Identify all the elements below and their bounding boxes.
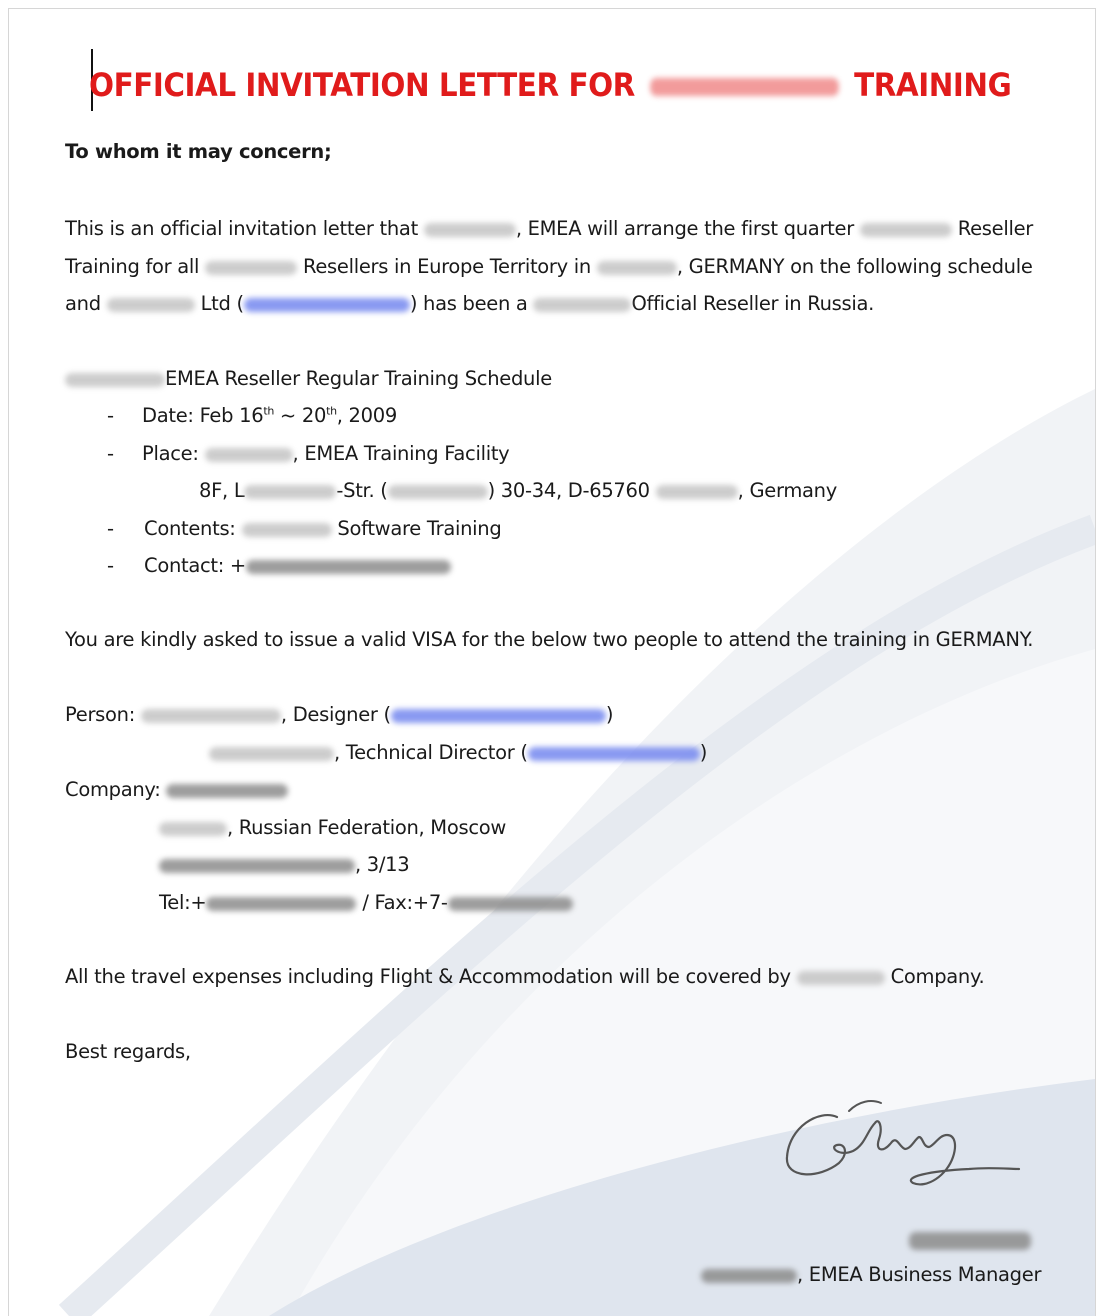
redacted-company	[701, 1269, 797, 1283]
redacted-name	[141, 709, 281, 723]
schedule-place	[142, 441, 509, 467]
intro-line-2	[65, 254, 1033, 280]
intro-text: Resellers in Europe Territory in	[302, 255, 591, 278]
intro-text: , EMEA will arrange the first quarter	[515, 217, 854, 240]
fax-label: / Fax:+7-	[356, 891, 448, 914]
intro-text: Ltd (	[200, 292, 244, 315]
paren-close: )	[605, 703, 614, 726]
address-text: 8F, L	[199, 479, 245, 502]
redacted-company-name	[650, 78, 839, 96]
tel-label: Tel:+	[159, 891, 207, 914]
date-text: ~ 20	[274, 404, 327, 427]
person-2	[209, 740, 707, 766]
schedule-contents	[144, 516, 501, 542]
expenses-text: Company.	[890, 965, 985, 988]
redacted-email	[391, 709, 606, 723]
expenses-statement	[65, 964, 984, 990]
contact-label: Contact: +	[144, 554, 246, 577]
redacted-text	[244, 485, 336, 499]
schedule-address	[199, 478, 837, 504]
redacted-text	[533, 298, 631, 312]
redacted-street	[159, 859, 355, 873]
address-text: , Germany	[737, 479, 837, 502]
intro-text: , GERMANY on the following schedule	[676, 255, 1033, 278]
closing: Best regards,	[65, 1040, 191, 1063]
street-text: , 3/13	[355, 853, 410, 876]
person-label: Person:	[65, 703, 135, 726]
redacted-text	[597, 261, 677, 275]
redacted-email	[528, 747, 700, 761]
city-text: , Russian Federation, Moscow	[227, 816, 507, 839]
signatory-role-text: , EMEA Business Manager	[797, 1263, 1042, 1286]
redacted-text	[65, 373, 165, 387]
schedule-contact	[144, 553, 451, 579]
signatory-name	[909, 1227, 1031, 1253]
schedule-date	[142, 403, 397, 429]
redacted-phone	[246, 560, 451, 574]
redacted-text	[424, 223, 516, 237]
bullet-contents: -	[107, 517, 115, 540]
person-role: , Designer (	[280, 703, 391, 726]
redacted-text	[388, 485, 488, 499]
place-label: Place:	[142, 442, 199, 465]
intro-line-3	[65, 291, 874, 317]
title-prefix: OFFICIAL INVITATION LETTER FOR	[89, 66, 635, 104]
visa-request: You are kindly asked to issue a valid VISA for the below two people to attend the training in GERMANY.	[65, 628, 1034, 651]
redacted-text	[797, 971, 885, 985]
date-superscript: th	[326, 404, 337, 418]
letter-title	[89, 57, 1012, 113]
address-text: ) 30-34, D-65760	[487, 479, 650, 502]
schedule-heading-text: EMEA Reseller Regular Training Schedule	[165, 367, 552, 390]
redacted-text	[656, 485, 738, 499]
intro-text: Reseller	[957, 217, 1034, 240]
redacted-company	[166, 784, 288, 798]
intro-text: and	[65, 292, 101, 315]
redacted-phone	[206, 897, 356, 911]
redacted-text	[205, 448, 293, 462]
company-line	[65, 777, 288, 803]
redacted-text	[107, 298, 195, 312]
signatory-role	[701, 1262, 1041, 1288]
letter-page	[8, 8, 1096, 1316]
redacted-fax	[448, 897, 573, 911]
intro-text: Official Reseller in Russia.	[631, 292, 875, 315]
schedule-heading	[65, 366, 552, 392]
redacted-signatory-name	[909, 1232, 1031, 1250]
redacted-text	[860, 223, 952, 237]
person-role: , Technical Director (	[334, 741, 528, 764]
bullet-contact: -	[107, 554, 115, 577]
paren-close: )	[699, 741, 707, 764]
company-street	[159, 852, 409, 878]
date-text: Date: Feb 16	[142, 404, 264, 427]
signature-image	[779, 1087, 1029, 1197]
intro-line-1	[65, 216, 1033, 242]
redacted-text	[242, 523, 332, 537]
address-text: -Str. (	[336, 479, 388, 502]
date-superscript: th	[263, 404, 274, 418]
redacted-postcode	[159, 822, 227, 836]
redacted-name	[209, 747, 334, 761]
company-city	[159, 815, 506, 841]
contents-label: Contents:	[144, 517, 236, 540]
bullet-place: -	[107, 442, 115, 465]
bullet-date: -	[107, 404, 115, 427]
place-value: , EMEA Training Facility	[292, 442, 510, 465]
title-suffix: TRAINING	[854, 66, 1012, 104]
intro-text: Training for all	[65, 255, 200, 278]
redacted-text	[205, 261, 297, 275]
salutation: To whom it may concern;	[65, 140, 332, 163]
intro-text: This is an official invitation letter that	[65, 217, 418, 240]
company-label: Company:	[65, 778, 161, 801]
expenses-text: All the travel expenses including Flight & Accommodation will be covered by	[65, 965, 791, 988]
contents-value: Software Training	[337, 517, 502, 540]
company-phone	[159, 890, 573, 916]
intro-text: ) has been a	[409, 292, 528, 315]
person-1	[65, 702, 613, 728]
redacted-link	[244, 298, 410, 312]
date-text: , 2009	[336, 404, 397, 427]
